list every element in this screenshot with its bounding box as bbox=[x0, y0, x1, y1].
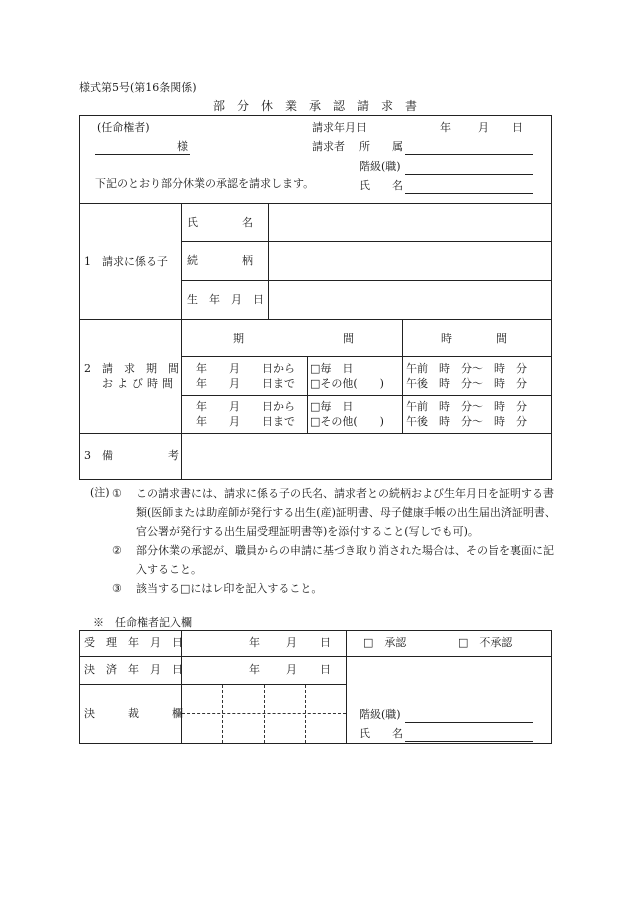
affiliation-label: 所 属 bbox=[359, 140, 403, 153]
rank-label: 階級(職) bbox=[359, 160, 401, 173]
settle-year: 年 bbox=[249, 663, 260, 676]
request-date-label: 請求年月日 bbox=[312, 121, 367, 134]
child-relation-label: 続 柄 bbox=[187, 254, 253, 267]
child-relation-field[interactable] bbox=[269, 242, 551, 280]
period-section-label-1: 2 請 求 期 間 bbox=[84, 362, 179, 375]
decision-label: 決 裁 欄 bbox=[84, 707, 183, 720]
note-2 bbox=[112, 541, 556, 579]
remarks-label: 3 備 考 bbox=[84, 449, 179, 462]
form-number: 様式第5号(第16条関係) bbox=[79, 81, 197, 94]
note-2-mark: ② bbox=[112, 544, 122, 557]
row2-to: 年 月 日まで bbox=[196, 415, 295, 428]
settle-date-label: 決 済 年 月 日 bbox=[84, 663, 183, 676]
affiliation-field[interactable] bbox=[405, 154, 533, 155]
child-name-field[interactable] bbox=[269, 204, 551, 241]
note-2-text: 部分休業の承認が、職員からの申請に基づき取り消された場合は、その旨を裏面に記入すること。 bbox=[136, 544, 554, 576]
request-year-label: 年 bbox=[440, 121, 451, 134]
time-header: 時 間 bbox=[441, 332, 507, 345]
request-day-label: 日 bbox=[512, 121, 523, 134]
admin-rank-label: 階級(職) bbox=[359, 708, 401, 721]
row2-am-time: 午前 時 分～ 時 分 bbox=[406, 400, 527, 413]
appointer-name-line[interactable] bbox=[95, 154, 190, 155]
note-3-text: 該当する□にはレ印を記入すること。 bbox=[136, 582, 323, 595]
period-section-label-2: および時間 bbox=[102, 377, 177, 390]
rank-field[interactable] bbox=[405, 174, 533, 175]
row2-every-day-checkbox[interactable]: □毎 日 bbox=[310, 400, 354, 413]
period-header: 期 間 bbox=[233, 332, 354, 345]
appointer-label: (任命権者) bbox=[97, 121, 150, 134]
honorific: 様 bbox=[177, 140, 188, 153]
row1-every-day-checkbox[interactable]: □毎 日 bbox=[310, 362, 354, 375]
receipt-day: 日 bbox=[320, 636, 331, 649]
notes-prefix: (注) bbox=[90, 486, 110, 499]
row1-pm-time: 午後 時 分～ 時 分 bbox=[406, 377, 527, 390]
note-3 bbox=[112, 579, 556, 598]
child-birth-field[interactable] bbox=[269, 281, 551, 319]
row1-from: 年 月 日から bbox=[196, 362, 295, 375]
child-section-label: 1 請求に係る子 bbox=[84, 255, 168, 268]
row1-other-checkbox[interactable]: □その他( ) bbox=[310, 377, 384, 390]
row2-other-checkbox[interactable]: □その他( ) bbox=[310, 415, 384, 428]
row2-pm-time: 午後 時 分～ 時 分 bbox=[406, 415, 527, 428]
settle-day: 日 bbox=[320, 663, 331, 676]
receipt-date-label: 受 理 年 月 日 bbox=[84, 636, 183, 649]
name-label: 氏 名 bbox=[359, 179, 403, 192]
approve-checkbox[interactable]: □ 承認 bbox=[363, 636, 407, 649]
note-1 bbox=[112, 484, 556, 541]
name-field[interactable] bbox=[405, 193, 533, 194]
request-month-label: 月 bbox=[478, 121, 489, 134]
note-1-text: この請求書には、請求に係る子の氏名、請求者との続柄および生年月日を証明する書類(医師または助産師が発行する出生(産)証明書、母子健康手帳の出生届出済証明書、官公署が発行する出生届受理証明書等)を添付すること(写しでも可)。 bbox=[136, 487, 556, 538]
admin-name-field[interactable] bbox=[405, 741, 533, 742]
request-text: 下記のとおり部分休業の承認を請求します。 bbox=[95, 177, 315, 190]
disapprove-checkbox[interactable]: □ 不承認 bbox=[458, 636, 513, 649]
row2-from: 年 月 日から bbox=[196, 400, 295, 413]
admin-rank-field[interactable] bbox=[405, 722, 533, 723]
row1-am-time: 午前 時 分～ 時 分 bbox=[406, 362, 527, 375]
note-1-mark: ① bbox=[112, 487, 122, 500]
remarks-field[interactable] bbox=[182, 434, 551, 479]
receipt-month: 月 bbox=[286, 636, 297, 649]
row1-to: 年 月 日まで bbox=[196, 377, 295, 390]
settle-month: 月 bbox=[286, 663, 297, 676]
admin-name-label: 氏 名 bbox=[359, 727, 403, 740]
child-name-label: 氏 名 bbox=[187, 216, 253, 229]
note-3-mark: ③ bbox=[112, 582, 122, 595]
child-birth-label: 生 年 月 日 bbox=[187, 293, 264, 306]
page-title: 部 分 休 業 承 認 請 求 書 bbox=[213, 99, 418, 113]
receipt-year: 年 bbox=[249, 636, 260, 649]
requester-label: 請求者 bbox=[312, 140, 345, 153]
admin-section-title: ※ 任命権者記入欄 bbox=[93, 616, 192, 629]
